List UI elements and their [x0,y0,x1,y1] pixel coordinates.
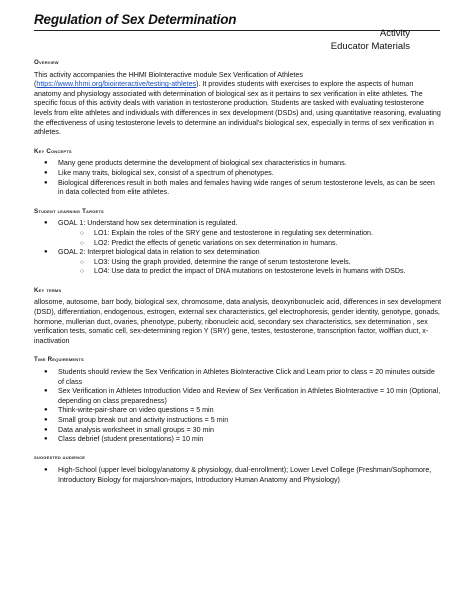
objective-item: ○ LO3: Using the graph provided, determine the range of serum testosterone levels. [34,258,442,268]
activity-label: Activity [379,28,410,39]
key-terms-heading: Key terms [34,286,62,294]
document-meta [331,27,410,53]
goal-item: ● GOAL 2: Interpret biological data in relation to sex determination [34,248,442,258]
overview-text-start: This activity accompanies the HHMI BioInteractive module Sex Verification of Athletes ( [34,70,303,89]
list-item: ● Class debrief (student presentations) = 10 min [34,435,442,445]
objective-item: ○ LO1: Explain the roles of the SRY gene and testosterone in regulating sex determination. [34,229,442,239]
goal-item: ● GOAL 1: Understand how sex determination is regulated. [34,219,442,229]
learning-targets-heading: Student learning Targets [34,207,104,215]
key-concepts-list [34,159,442,197]
objective-item: ○ LO2: Predict the effects of genetic variations on sex determination in humans. [34,239,442,249]
overview-paragraph [34,71,442,138]
list-item: ● Biological differences result in both males and females having wide ranges of serum testosterone levels, as can be seen in data collected from elite athletes. [34,179,442,198]
list-item: ● Students should review the Sex Verification in Athletes BioInteractive Click and Learn prior to class = 20 minutes outside of class [34,368,442,387]
overview-text-end: ). It provides students with exercises to explore the aspects of human anatomy and physiology associated with determination of biological sex as it pertains to sex verification in elite athletes. The specific focus of this activity deals with variation in testosterone production. Students are tasked with evaluating testosterone levels from elite athletes and individuals with differences in sex development (DSDs) and, using quantitative reasoning, evaluating the effectiveness of using testosterone levels to determine an individual's biological sex, especially in terms of sex verification in athletes. [34,80,441,137]
list-item: ● Sex Verification in Athletes Introduction Video and Review of Sex Verification in Athletes BioInteractive = 10 min (Optional, depending on class preparedness) [34,387,442,406]
module-link[interactable]: https://www.hhmi.org/biointeractive/testing-athletes [36,80,197,89]
audience-list [34,466,442,485]
list-item: ● Like many traits, biological sex, consist of a spectrum of phenotypes. [34,169,442,179]
list-item: ● High-School (upper level biology/anatomy & physiology, dual-enrollment); Lower Level College (Freshman/Sophomore, Introductory Biology for majors/non-majors, Introductory Human Anatomy and Physiology) [34,466,442,485]
document-title: Regulation of Sex Determination [34,12,237,27]
list-item: ● Think-write-pair-share on video questions = 5 min [34,406,442,416]
overview-heading: Overview [34,59,59,66]
list-item: ● Many gene products determine the development of biological sex characteristics in humans. [34,159,442,169]
educator-materials-label: Educator Materials [330,41,410,52]
objective-item: ○ LO4: Use data to predict the impact of DNA mutations on testosterone levels in humans with DSDs. [34,267,442,277]
list-item: ● Small group break out and activity instructions = 5 min [34,416,442,426]
audience-heading: suggested audience [34,454,86,461]
key-concepts-heading: Key Concepts [34,147,72,155]
key-terms-paragraph: allosome, autosome, barr body, biological sex, chromosome, data analysis, deoxyribonucleic acid, differences in sex development (DSD), differentiation, endogenous, estrogen, external sex characteristics, gel electrophoresis, gender identity, genotype, gonads, hormone, mullerian duct, ovaries, phenotype, puberty, ribonucleic acid, secondary sex characteristics, sex determination , sex verification tests, somatic cell, sex-determining region Y (SRY) gene, testes, testosterone, transcription factor, wolffian duct, x-inactivation [34,298,442,345]
document-body [34,58,442,486]
learning-targets-list [34,219,442,277]
list-item: ● Data analysis worksheet in small groups = 30 min [34,426,442,436]
time-requirements-heading: Time Requirements [34,356,84,364]
time-requirements-list [34,368,442,445]
